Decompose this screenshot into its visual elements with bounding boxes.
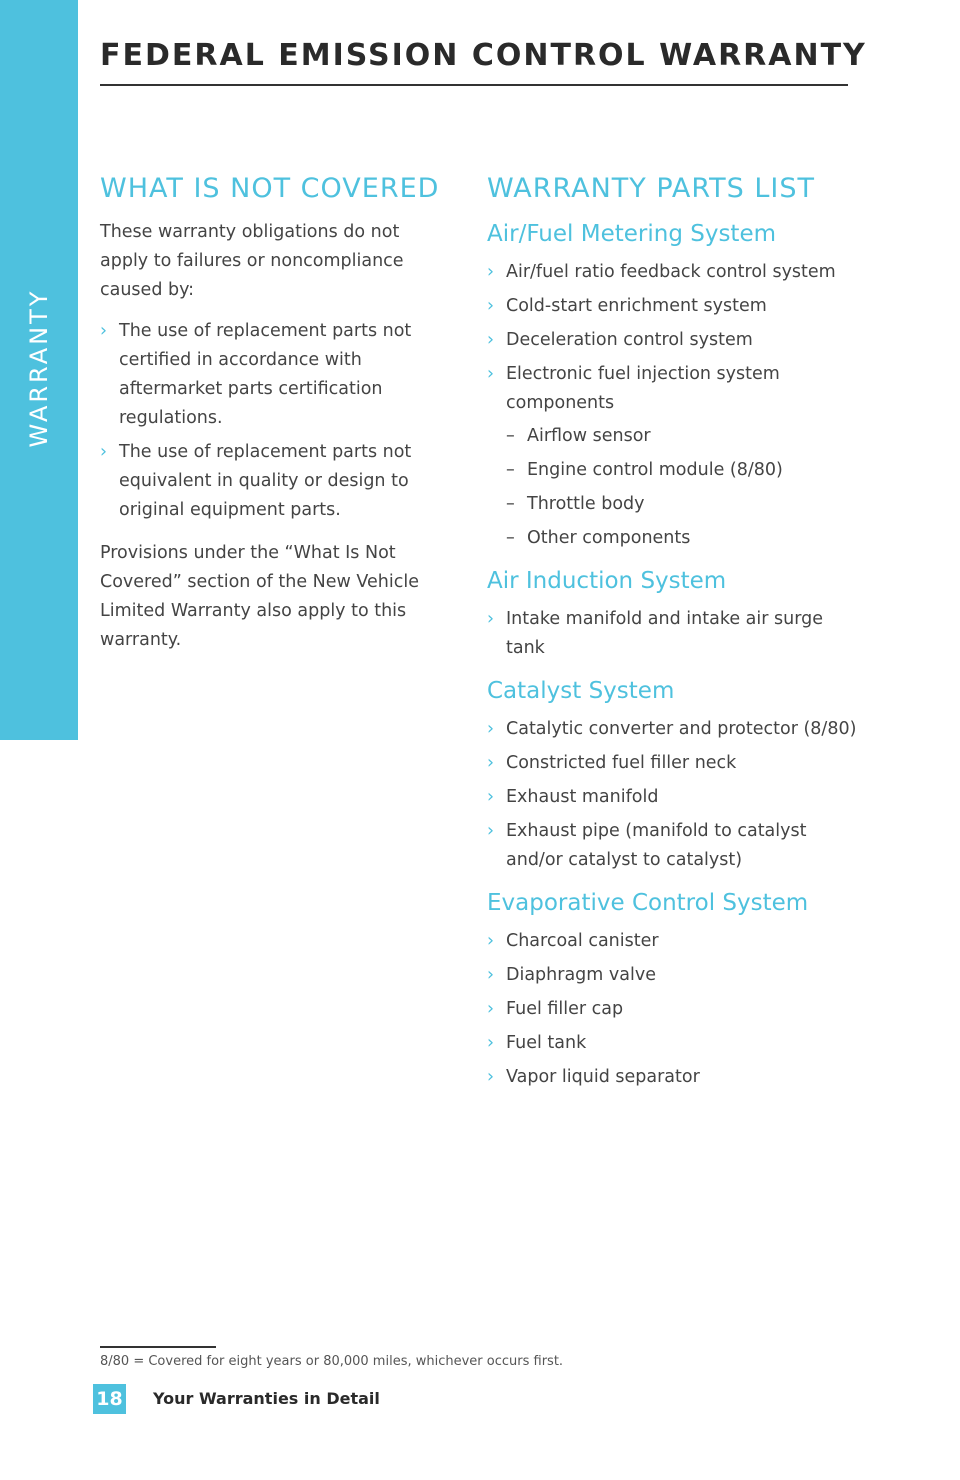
chevron-right-icon: › — [487, 296, 494, 316]
chevron-right-icon: › — [487, 719, 494, 739]
sub-list-item: – Engine control module (8/80) — [506, 456, 867, 485]
list-item: › Constricted fuel filler neck — [487, 749, 867, 778]
chevron-right-icon: › — [487, 787, 494, 807]
side-tab — [0, 0, 78, 740]
chevron-right-icon: › — [487, 1033, 494, 1053]
air-fuel-list — [487, 258, 867, 553]
chevron-right-icon: › — [487, 262, 494, 282]
list-item: › Cold-start enrichment system — [487, 292, 867, 321]
chevron-right-icon: › — [487, 609, 494, 629]
list-item: › Exhaust pipe (manifold to catalyst and/or catalyst to catalyst) — [487, 817, 867, 875]
chevron-right-icon: › — [487, 999, 494, 1019]
sub-list-item: – Throttle body — [506, 490, 867, 519]
air-induction-list — [487, 605, 867, 663]
list-item: › Intake manifold and intake air surge tank — [487, 605, 867, 663]
list-item: › The use of replacement parts not equivalent in quality or design to original equipment parts. — [100, 438, 440, 525]
footnote-divider — [100, 1346, 216, 1348]
chevron-right-icon: › — [487, 330, 494, 350]
list-item: › Air/fuel ratio feedback control system — [487, 258, 867, 287]
footer-title: Your Warranties in Detail — [153, 1389, 380, 1408]
title-divider — [100, 84, 848, 86]
sub-list-item: – Airflow sensor — [506, 422, 867, 451]
dash-icon: – — [506, 426, 515, 446]
catalyst-list — [487, 715, 867, 875]
catalyst-heading: Catalyst System — [487, 678, 675, 704]
chevron-right-icon: › — [487, 364, 494, 384]
not-covered-heading: WHAT IS NOT COVERED — [100, 173, 440, 204]
evaporative-heading: Evaporative Control System — [487, 890, 809, 916]
list-item: › Exhaust manifold — [487, 783, 867, 812]
chevron-right-icon: › — [100, 321, 107, 341]
chevron-right-icon: › — [487, 965, 494, 985]
list-item: › Charcoal canister — [487, 927, 867, 956]
air-induction-heading: Air Induction System — [487, 568, 727, 594]
left-column — [100, 170, 440, 667]
not-covered-closing: Provisions under the “What Is Not Covered” section of the New Vehicle Limited Warranty also apply to this warranty. — [100, 543, 419, 650]
footnote: 8/80 = Covered for eight years or 80,000 miles, whichever occurs first. — [100, 1354, 564, 1369]
parts-list-heading: WARRANTY PARTS LIST — [487, 173, 816, 204]
list-item: › The use of replacement parts not certified in accordance with aftermarket parts certification regulations. — [100, 317, 440, 433]
chevron-right-icon: › — [487, 821, 494, 841]
list-item: › Electronic fuel injection system components – Airflow sensor – Engine control module (8/80) – Throttle body – Other components — [487, 360, 867, 553]
dash-icon: – — [506, 528, 515, 548]
sub-list-item: – Other components — [506, 524, 867, 553]
chevron-right-icon: › — [487, 753, 494, 773]
list-item: › Catalytic converter and protector (8/80) — [487, 715, 867, 744]
list-item: › Vapor liquid separator — [487, 1063, 867, 1092]
side-tab-label: WARRANTY — [25, 288, 53, 448]
not-covered-list — [100, 317, 440, 525]
chevron-right-icon: › — [487, 931, 494, 951]
list-item: › Fuel tank — [487, 1029, 867, 1058]
evaporative-list — [487, 927, 867, 1092]
page-number: 18 — [93, 1384, 126, 1414]
chevron-right-icon: › — [100, 442, 107, 462]
list-item: › Deceleration control system — [487, 326, 867, 355]
injection-components-list — [506, 422, 867, 553]
list-item: › Diaphragm valve — [487, 961, 867, 990]
chevron-right-icon: › — [487, 1067, 494, 1087]
dash-icon: – — [506, 494, 515, 514]
air-fuel-heading: Air/Fuel Metering System — [487, 221, 776, 247]
page-title: FEDERAL EMISSION CONTROL WARRANTY — [100, 38, 867, 73]
right-column — [487, 170, 867, 1097]
not-covered-intro: These warranty obligations do not apply to failures or noncompliance caused by: — [100, 222, 404, 300]
list-item: › Fuel filler cap — [487, 995, 867, 1024]
dash-icon: – — [506, 460, 515, 480]
